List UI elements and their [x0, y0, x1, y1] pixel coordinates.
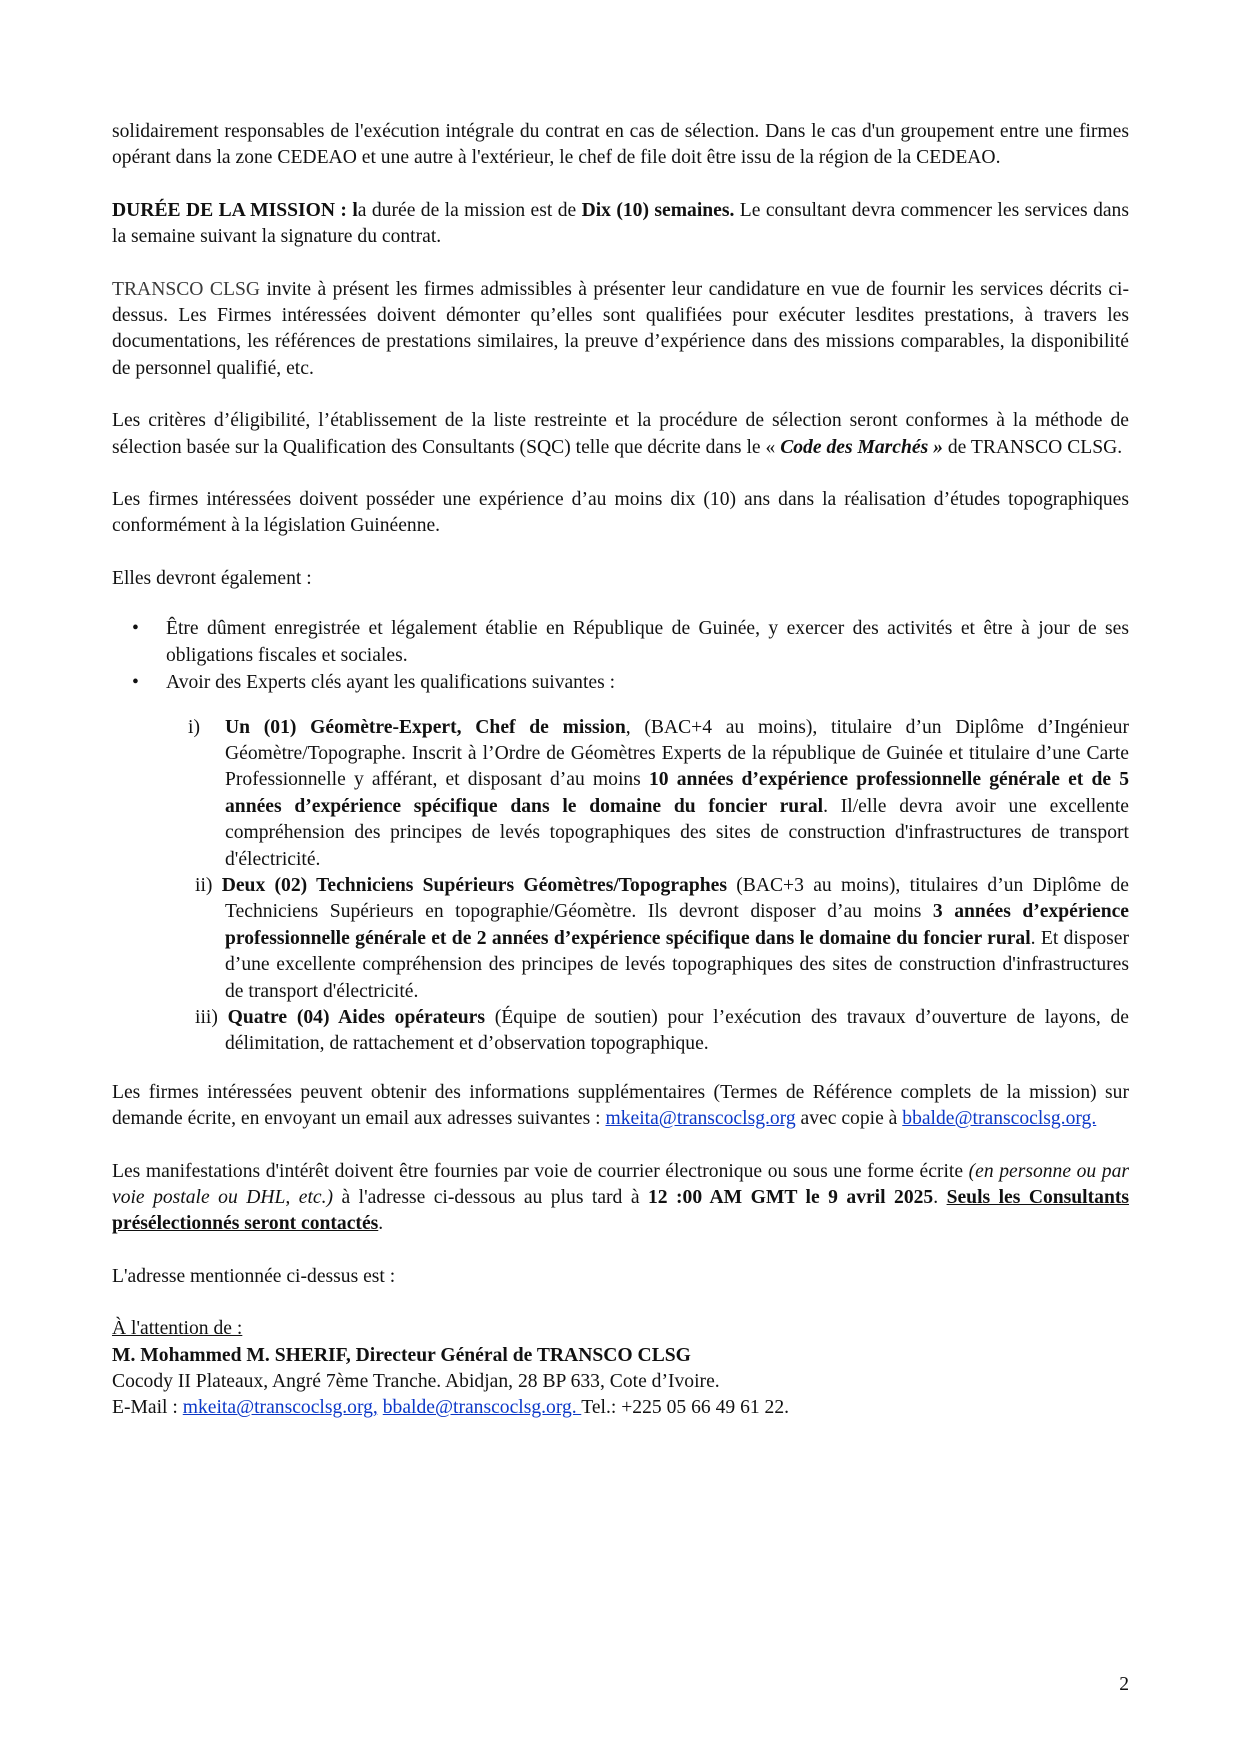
attention-label: À l'attention de :	[112, 1318, 243, 1340]
duree-text2: Le consultant devra commencer les services dans la semaine suivant la signature du contrat.	[112, 199, 1129, 248]
address-block	[112, 1316, 1129, 1422]
manifestations-italic: (en personne ou par voie postale ou DHL, etc.)	[112, 1160, 1130, 1208]
experts-list	[112, 715, 1129, 1058]
expert-requirement: 10 années d’expérience professionnelle générale et de 5 années d’expérience spécifique dans le domaine du foncier rural	[225, 769, 1129, 817]
email-link-bbalde[interactable]: bbalde@transcoclsg.org.	[902, 1108, 1097, 1130]
expert-text: . Il/elle devra avoir une excellente compréhension des principes de levés topographiques des sites de construction d'infrastructures de transport d'électricité.	[225, 795, 1129, 870]
paragraph-egalement: Elles devront également :	[112, 567, 312, 589]
expert-text: , (BAC+4 au moins), titulaire d’un Diplôme d’Ingénieur Géomètre/Topographe. Inscrit à l’Ordre de Géomètres Experts de la république de Guinée et titulaire d’une Carte Professionnelle y afférant, et disposant d’au moins	[225, 716, 1130, 791]
expert-item-techniciens	[112, 873, 1129, 1005]
expert-text: (Équipe de soutien) pour l’exécution des travaux d’ouverture de layons, de délimitation, de rattachement et d’observation topographique.	[225, 1006, 1129, 1055]
paragraph-groupement: solidairement responsables de l'exécution intégrale du contrat en cas de sélection. Dans le cas d'un groupement entre une firmes opérant dans la zone CEDEAO et une autre à l'extérieur, le chef de file doit être issu de la région de la CEDEAO.	[112, 121, 1129, 169]
code-des-marches: Code des Marchés »	[780, 436, 943, 458]
duree-label: DURÉE DE LA MISSION :	[112, 199, 347, 221]
director-name: M. Mohammed M. SHERIF, Directeur Général de TRANSCO CLSG	[112, 1344, 691, 1366]
address-street: Cocody II Plateaux, Angré 7ème Tranche. Abidjan, 28 BP 633, Cote d’Ivoire.	[112, 1371, 720, 1393]
expert-text: (BAC+3 au moins), titulaires d’un Diplôme de Techniciens Supérieurs en topographie/Géomètre. Ils devront disposer d’au moins	[225, 874, 1129, 923]
paragraph-criteres	[112, 408, 1129, 461]
duree-l: l	[346, 199, 358, 221]
invitation-text: invite à présent les firmes admissibles à présenter leur candidature en vue de fournir les services décrits ci-dessus. Les Firmes intéressées doivent démonter qu’elles sont qualifiées pour exécuter lesdites prestations, à travers les documentations, les références de prestations similaires, la preuve d’expérience dans des missions comparables, la disponibilité de personnel qualifié, etc.	[112, 278, 1130, 379]
email-link-mkeita[interactable]: mkeita@transcoclsg.org,	[182, 1397, 378, 1419]
requirements-list	[112, 616, 1129, 696]
list-item-text: Être dûment enregistrée et légalement établie en République de Guinée, y exercer des activités et être à jour de ses obligations fiscales et sociales.	[166, 618, 1129, 666]
org-name: TRANSCO CLSG	[112, 278, 260, 300]
duree-bold: Dix (10) semaines.	[581, 199, 735, 221]
expert-number: i)	[188, 716, 200, 738]
expert-title: Quatre (04) Aides opérateurs	[227, 1006, 485, 1028]
expert-title: Deux (02) Techniciens Supérieurs Géomètres/Topographes	[221, 874, 727, 896]
manifestations-text2: à l'adresse ci-dessous au plus tard à	[333, 1187, 648, 1208]
bullet-icon: •	[132, 672, 139, 694]
contact-notice: Seuls les Consultants présélectionnés seront contactés	[112, 1187, 1129, 1235]
criteres-text2: de TRANSCO CLSG.	[942, 436, 1123, 458]
criteres-text1: Les critères d’éligibilité, l’établissement de la liste restreinte et la procédure de sélection seront conformes à la méthode de sélection basée sur la Qualification des Consultants (SQC) telle que décrite dans le «	[112, 410, 1129, 458]
paragraph-adresse-intro: L'adresse mentionnée ci-dessus est :	[112, 1265, 396, 1287]
list-item	[132, 670, 1129, 696]
email-link-mkeita[interactable]: mkeita@transcoclsg.org	[605, 1108, 796, 1130]
paragraph-informations	[112, 1080, 1129, 1133]
expert-number: iii)	[195, 1006, 228, 1028]
telephone: Tel.: +225 05 66 49 61 22.	[581, 1397, 790, 1419]
address-attention	[112, 1316, 1129, 1342]
manifestations-text1: Les manifestations d'intérêt doivent être fournies par voie de courrier électronique ou sous une forme écrite	[112, 1160, 969, 1182]
expert-number: ii)	[195, 874, 222, 896]
paragraph-invitation	[112, 277, 1129, 383]
manifestations-text3: .	[933, 1187, 947, 1208]
paragraph-duree	[112, 198, 1129, 251]
informations-text1: Les firmes intéressées peuvent obtenir des informations supplémentaires (Termes de Référence complets de la mission) sur demande écrite, en envoyant un email aux adresses suivantes :	[112, 1081, 1129, 1130]
expert-requirement: 3 années d’expérience professionnelle générale et de 2 années d’expérience spécifique dans le domaine du foncier rural	[225, 901, 1129, 949]
paragraph-manifestations	[112, 1159, 1129, 1238]
expert-item-geometre	[112, 715, 1129, 873]
list-item-text: Avoir des Experts clés ayant les qualifications suivantes :	[166, 672, 616, 694]
duree-text1: a durée de la mission est de	[357, 199, 582, 221]
expert-text: . Et disposer d’une excellente compréhension des principes de levés topographiques des sites de construction d'infrastructures de transport d'électricité.	[225, 927, 1129, 1002]
email-link-bbalde[interactable]: bbalde@transcoclsg.org.	[382, 1397, 582, 1419]
address-name	[112, 1343, 1129, 1369]
paragraph-experience: Les firmes intéressées doivent posséder une expérience d’au moins dix (10) ans dans la réalisation d’études topographiques conformément à la législation Guinéenne.	[112, 489, 1129, 537]
page-number: 2	[1119, 1674, 1129, 1695]
list-item	[132, 616, 1129, 669]
deadline: 12 :00 AM GMT le 9 avril 2025	[647, 1187, 934, 1208]
bullet-icon: •	[132, 618, 139, 640]
address-contact	[112, 1395, 1129, 1421]
expert-title: Un (01) Géomètre-Expert, Chef de mission	[225, 716, 626, 738]
email-label: E-Mail :	[112, 1397, 183, 1419]
expert-item-aides	[112, 1005, 1129, 1058]
manifestations-text4: .	[378, 1213, 384, 1235]
informations-text2: avec copie à	[795, 1108, 903, 1130]
